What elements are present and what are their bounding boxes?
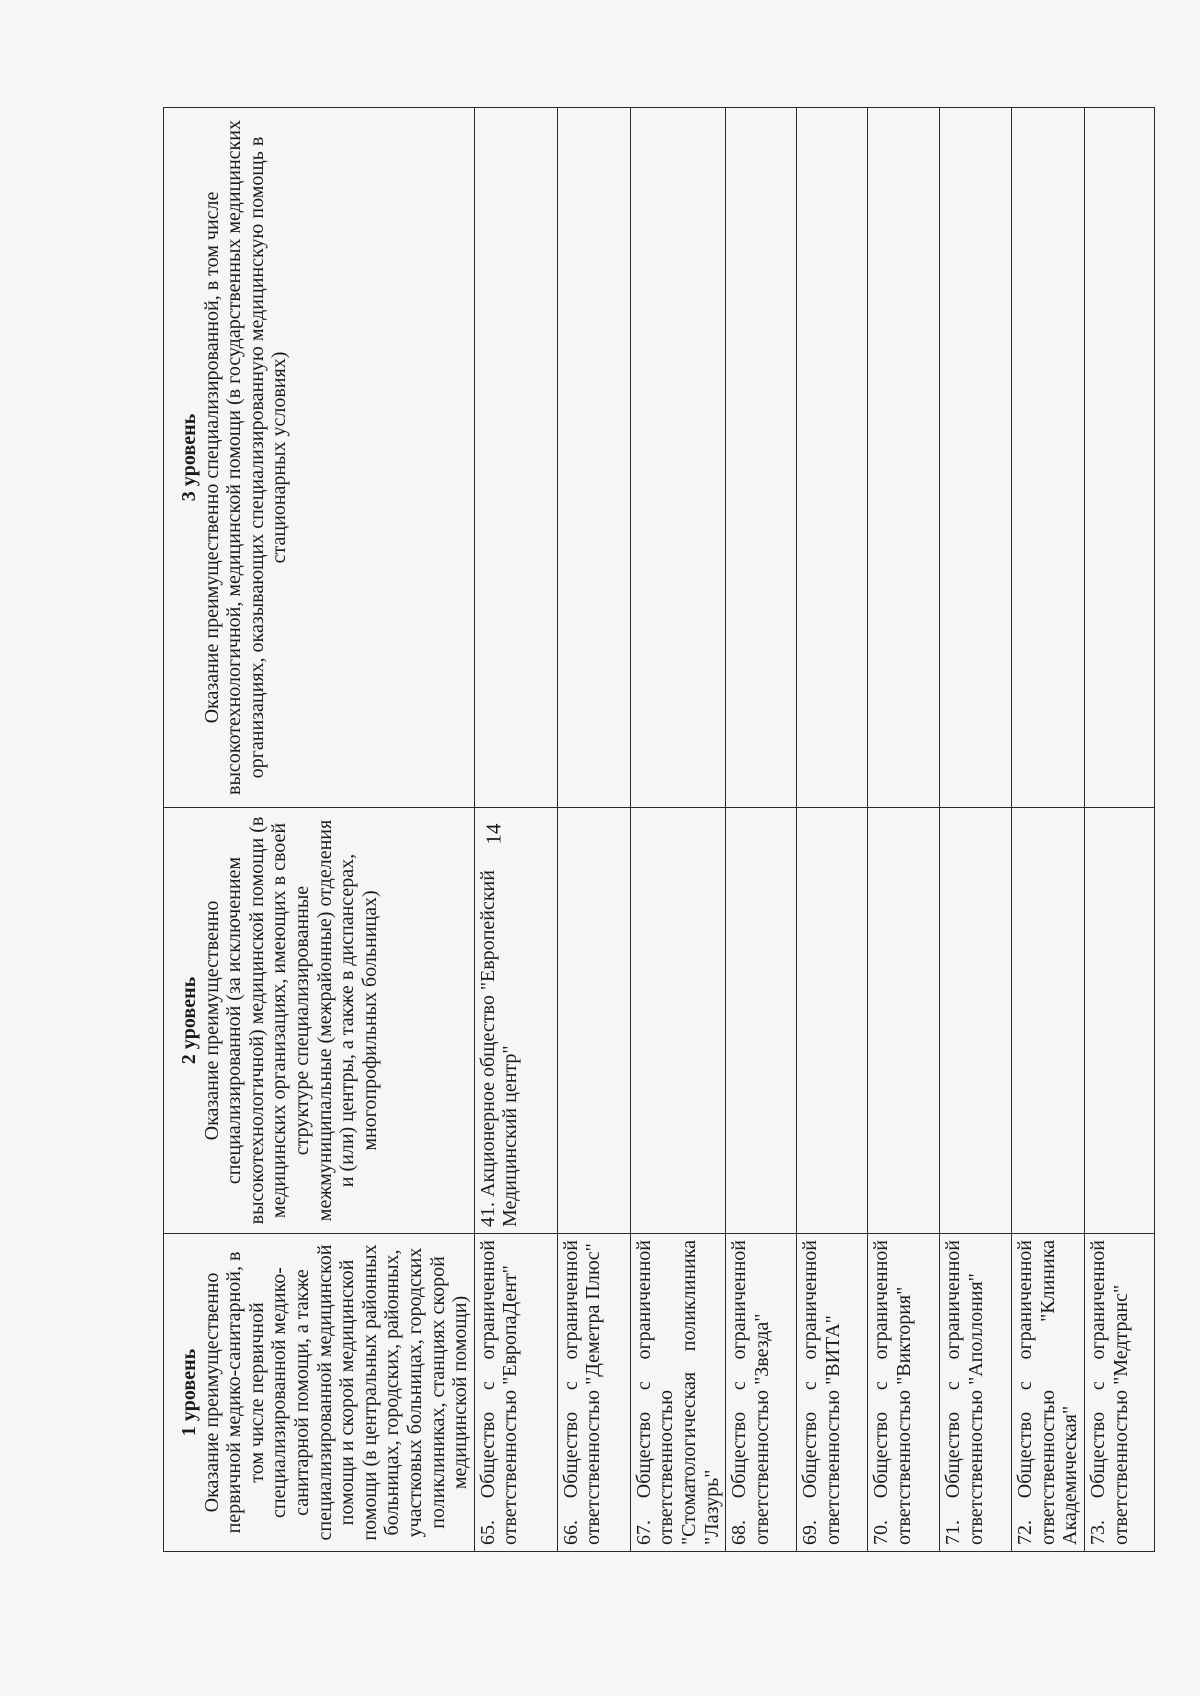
- header-level-1: [164, 1234, 475, 1552]
- cell-level-3: [868, 108, 940, 808]
- table-header-row: [164, 108, 475, 1552]
- header-level-2-text: Оказание преимущественно специализированной (за исключением высокотехнологичной) медицинской помощи (в медицинских организациях, имеющих в своей структуре специализированные межмуниципальные (межрайонные) отделения и (или) центры, а также в диспансерах, многопрофильных больницах): [200, 816, 381, 1225]
- header-level-1-title: 1 уровень: [178, 1348, 200, 1437]
- cell-level-1: 72. Общество с ограниченной ответственностью "Клиника Академическая": [1012, 1234, 1085, 1552]
- cell-level-1: 73. Общество с ограниченной ответственностью "Медтранс": [1085, 1234, 1155, 1552]
- table-row: [726, 108, 797, 1552]
- rotated-table-frame: [163, 108, 1143, 1552]
- cell-level-2: [1012, 808, 1085, 1234]
- header-level-3: [164, 108, 475, 808]
- table-row: [1012, 108, 1085, 1552]
- cell-level-3: [630, 108, 725, 808]
- header-level-2-title: 2 уровень: [178, 976, 200, 1065]
- cell-level-1: 71. Общество с ограниченной ответственностью "Аполлония": [940, 1234, 1012, 1552]
- cell-level-1: 70. Общество с ограниченной ответственностью "Виктория": [868, 1234, 940, 1552]
- cell-level-3: [797, 108, 868, 808]
- header-level-2: [164, 808, 475, 1234]
- table-row: [940, 108, 1012, 1552]
- cell-level-1: 68. Общество с ограниченной ответственностью "Звезда": [726, 1234, 797, 1552]
- page-number: 14: [481, 823, 506, 845]
- header-level-3-title: 3 уровень: [178, 413, 200, 502]
- cell-level-3: [474, 108, 557, 808]
- cell-level-2: [940, 808, 1012, 1234]
- table-row: [868, 108, 940, 1552]
- cell-level-2: 41. Акционерное общество "Европейский Медицинский центр": [474, 808, 557, 1234]
- cell-level-2: [1085, 808, 1155, 1234]
- cell-level-1: 65. Общество с ограниченной ответственностью "ЕвропаДент": [474, 1234, 557, 1552]
- cell-level-1: 66. Общество с ограниченной ответственностью "Деметра Плюс": [557, 1234, 630, 1552]
- levels-table: [163, 107, 1155, 1552]
- cell-level-3: [940, 108, 1012, 808]
- cell-level-2: [726, 808, 797, 1234]
- cell-level-3: [557, 108, 630, 808]
- cell-level-3: [1085, 108, 1155, 808]
- table-row: [630, 108, 725, 1552]
- cell-level-1: 67. Общество с ограниченной ответственностью "Стоматологическая поликлиника "Лазурь": [630, 1234, 725, 1552]
- cell-level-1: 69. Общество с ограниченной ответственностью "ВИТА": [797, 1234, 868, 1552]
- table-row: [557, 108, 630, 1552]
- table-row: [797, 108, 868, 1552]
- table-row: [1085, 108, 1155, 1552]
- header-level-3-text: Оказание преимущественно специализированной, в том числе высокотехнологичной, медицинской помощи (в государственных медицинских организациях, оказывающих специализированную медицинскую помощь в стационарных условиях): [200, 120, 291, 795]
- table-row: [474, 108, 557, 1552]
- cell-level-2: [557, 808, 630, 1234]
- cell-level-2: [630, 808, 725, 1234]
- cell-level-2: [797, 808, 868, 1234]
- cell-level-3: [726, 108, 797, 808]
- cell-level-2: [868, 808, 940, 1234]
- cell-level-3: [1012, 108, 1085, 808]
- header-level-1-text: Оказание преимущественно первичной медико-санитарной, в том числе первичной специализированной медико-санитарной помощи, а также специализированной медицинской помощи и скорой медицинской помощи (в центральных районных больницах, городских, районных, участковых больницах, городских поликлиниках, станциях скорой медицинской помощи): [200, 1244, 472, 1541]
